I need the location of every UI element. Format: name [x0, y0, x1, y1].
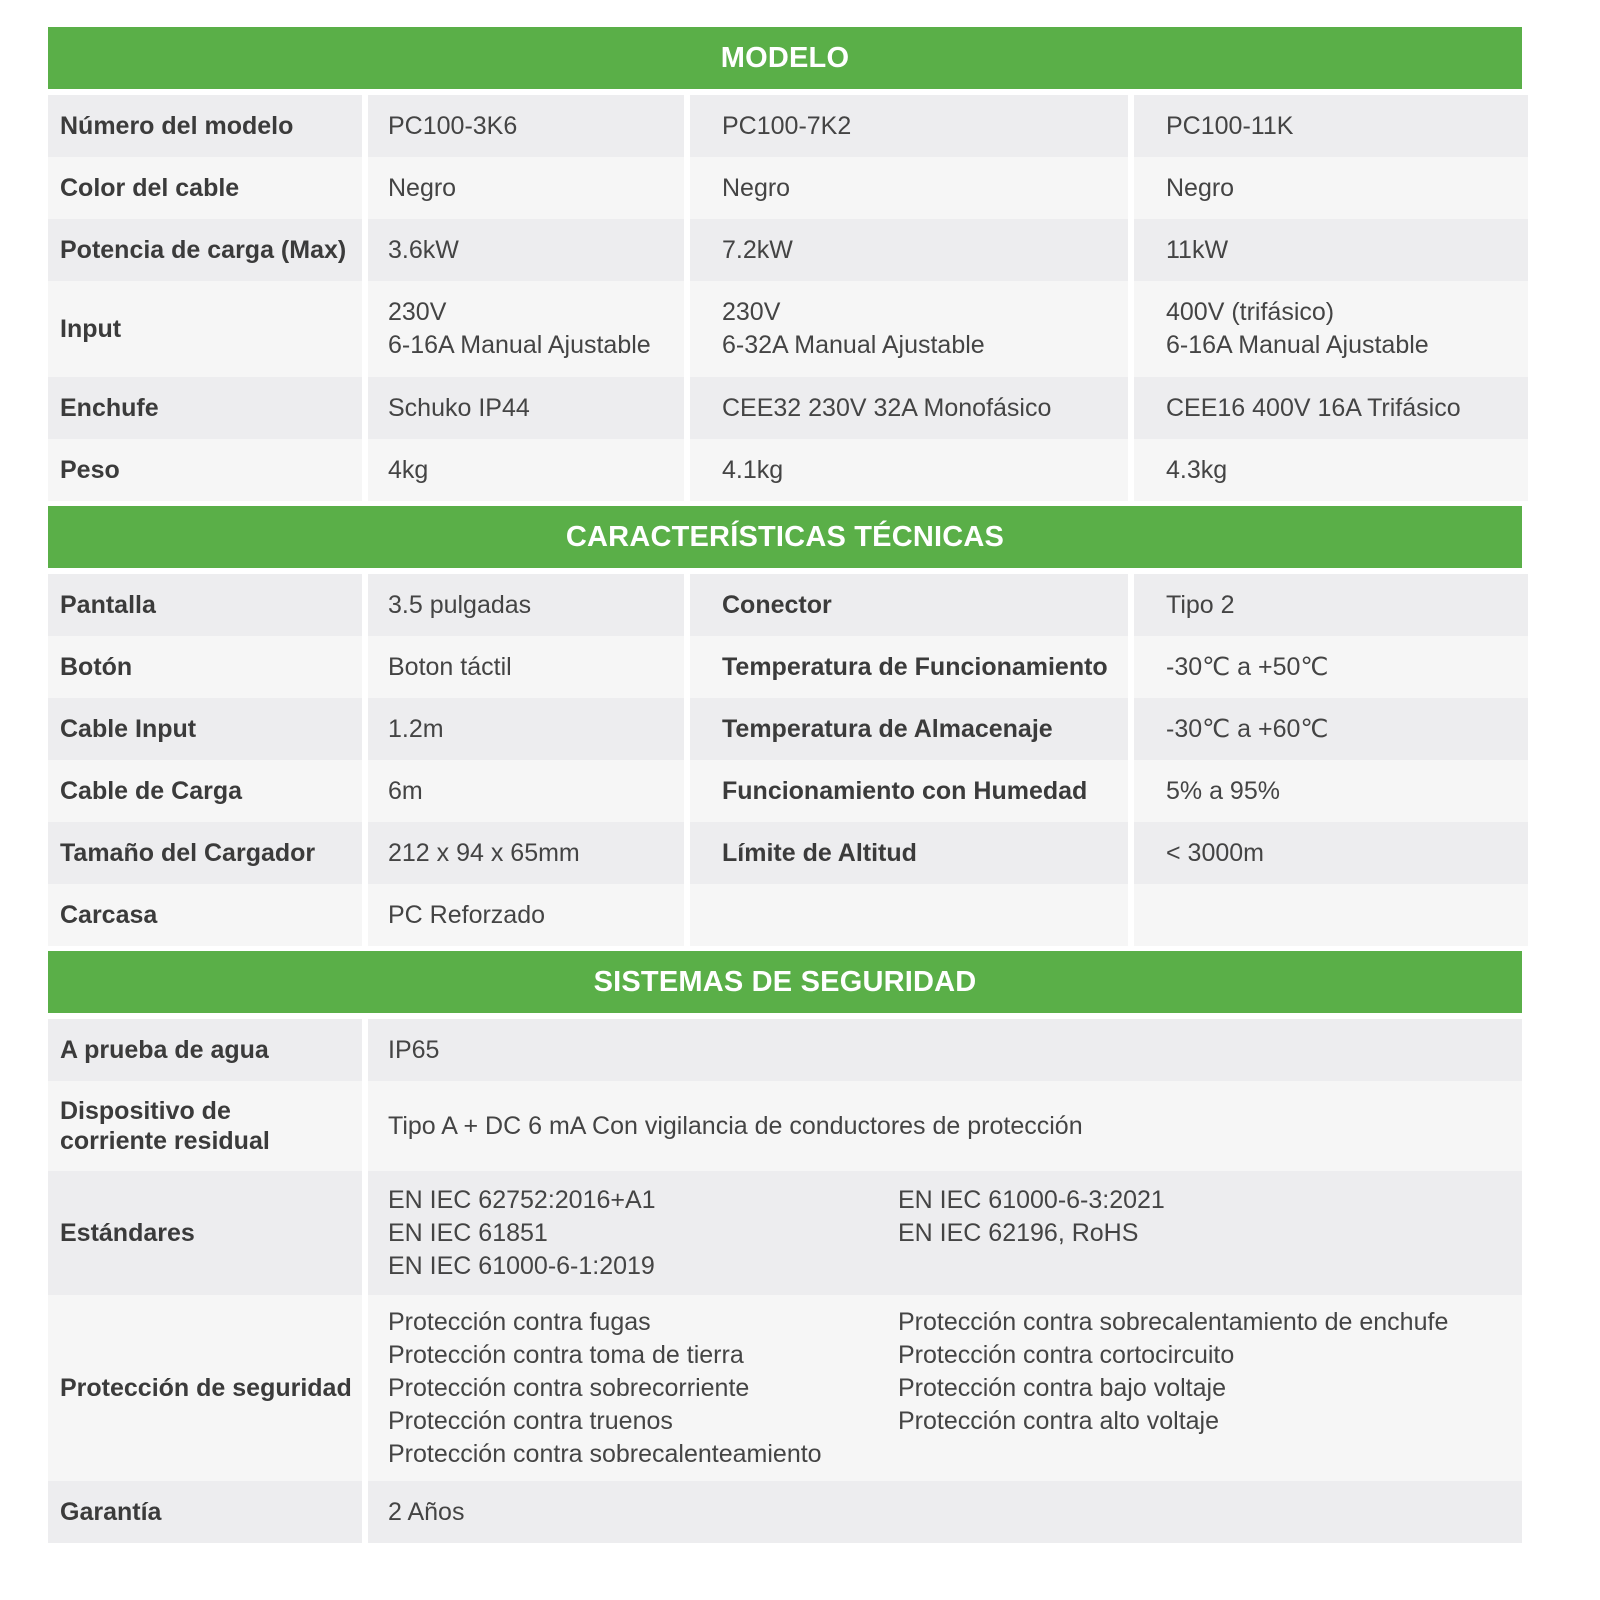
row-label: Protección de seguridad	[48, 1295, 362, 1481]
cell-value: PC100-3K6	[368, 95, 684, 157]
cell-value: 1.2m	[368, 698, 684, 760]
cell-value: Tipo 2	[1134, 574, 1528, 636]
cell-value: IP65	[368, 1019, 1522, 1081]
cell-value: Tipo A + DC 6 mA Con vigilancia de conductores de protección	[368, 1081, 1522, 1171]
cell-value: Negro	[368, 157, 684, 219]
standards-left-list	[388, 1184, 898, 1283]
row-label: Estándares	[48, 1171, 362, 1295]
cell-value: 6m	[368, 760, 684, 822]
cell-value: Negro	[1134, 157, 1528, 219]
row-label: Tamaño del Cargador	[48, 822, 362, 884]
section-header-caracteristicas: CARACTERÍSTICAS TÉCNICAS	[48, 506, 1522, 568]
cell-value: 2 Años	[368, 1481, 1522, 1543]
row-label: Temperatura de Almacenaje	[690, 698, 1128, 760]
cell-value	[1134, 281, 1528, 377]
cell-value: CEE16 400V 16A Trifásico	[1134, 377, 1528, 439]
cell-value: 3.6kW	[368, 219, 684, 281]
input-current: 6-16A Manual Ajustable	[1166, 331, 1429, 359]
section-header-modelo: MODELO	[48, 27, 1522, 89]
cell-value: Schuko IP44	[368, 377, 684, 439]
cell-value: -30℃ a +60℃	[1134, 698, 1528, 760]
protection-item: Protección contra sobrecalentamiento de enchufe	[898, 1307, 1449, 1336]
input-voltage: 230V	[722, 298, 781, 326]
input-current: 6-32A Manual Ajustable	[722, 331, 985, 359]
protection-item: Protección contra sobrecalenteamiento	[388, 1439, 822, 1468]
cell-value: 3.5 pulgadas	[368, 574, 684, 636]
cell-value	[690, 281, 1128, 377]
protection-item: Protección contra bajo voltaje	[898, 1373, 1226, 1402]
protection-item: Protección contra toma de tierra	[388, 1340, 744, 1369]
cell-value: 7.2kW	[690, 219, 1128, 281]
label-line: Dispositivo de	[60, 1097, 231, 1125]
cell-value	[368, 281, 684, 377]
section-header-seguridad: SISTEMAS DE SEGURIDAD	[48, 951, 1522, 1013]
spec-sheet	[48, 27, 1522, 1543]
standard-item: EN IEC 61000-6-1:2019	[388, 1251, 655, 1280]
label-line: corriente residual	[60, 1127, 270, 1155]
row-label: Temperatura de Funcionamiento	[690, 636, 1128, 698]
row-label: Peso	[48, 439, 362, 501]
cell-value: Negro	[690, 157, 1128, 219]
row-label: A prueba de agua	[48, 1019, 362, 1081]
row-label: Botón	[48, 636, 362, 698]
protection-item: Protección contra alto voltaje	[898, 1406, 1220, 1435]
protection-item: Protección contra cortocircuito	[898, 1340, 1235, 1369]
cell-value: 5% a 95%	[1134, 760, 1528, 822]
cell-value: 4.3kg	[1134, 439, 1528, 501]
row-label: Garantía	[48, 1481, 362, 1543]
standards-right-list	[898, 1184, 1538, 1250]
cell-value: 11kW	[1134, 219, 1528, 281]
row-label: Conector	[690, 574, 1128, 636]
cell-value	[368, 1295, 1522, 1481]
cell-value	[1134, 884, 1528, 946]
modelo-table	[48, 95, 1522, 501]
seguridad-table	[48, 1019, 1522, 1543]
row-label: Pantalla	[48, 574, 362, 636]
cell-value: PC100-11K	[1134, 95, 1528, 157]
row-label: Cable Input	[48, 698, 362, 760]
cell-value: 4kg	[368, 439, 684, 501]
standard-item: EN IEC 61000-6-3:2021	[898, 1185, 1165, 1214]
row-label: Carcasa	[48, 884, 362, 946]
cell-value: CEE32 230V 32A Monofásico	[690, 377, 1128, 439]
cell-value: 4.1kg	[690, 439, 1128, 501]
row-label: Funcionamiento con Humedad	[690, 760, 1128, 822]
row-label: Límite de Altitud	[690, 822, 1128, 884]
cell-value: < 3000m	[1134, 822, 1528, 884]
cell-value: -30℃ a +50℃	[1134, 636, 1528, 698]
cell-value: 212 x 94 x 65mm	[368, 822, 684, 884]
cell-value: Boton táctil	[368, 636, 684, 698]
cell-value: PC100-7K2	[690, 95, 1128, 157]
standard-item: EN IEC 62196, RoHS	[898, 1218, 1139, 1247]
input-voltage: 230V	[388, 298, 447, 326]
row-label: Enchufe	[48, 377, 362, 439]
protection-item: Protección contra truenos	[388, 1406, 673, 1435]
row-label	[690, 884, 1128, 946]
protection-right-list	[898, 1306, 1538, 1438]
protection-item: Protección contra fugas	[388, 1307, 651, 1336]
row-label: Cable de Carga	[48, 760, 362, 822]
row-label: Color del cable	[48, 157, 362, 219]
cell-value	[368, 1171, 1522, 1295]
row-label: Número del modelo	[48, 95, 362, 157]
standard-item: EN IEC 61851	[388, 1218, 548, 1247]
input-current: 6-16A Manual Ajustable	[388, 331, 651, 359]
row-label: Potencia de carga (Max)	[48, 219, 362, 281]
row-label: Input	[48, 281, 362, 377]
protection-item: Protección contra sobrecorriente	[388, 1373, 750, 1402]
cell-value: PC Reforzado	[368, 884, 684, 946]
caracteristicas-table	[48, 574, 1522, 946]
protection-left-list	[388, 1306, 898, 1471]
row-label	[48, 1081, 362, 1171]
input-voltage: 400V (trifásico)	[1166, 298, 1335, 326]
standard-item: EN IEC 62752:2016+A1	[388, 1185, 656, 1214]
